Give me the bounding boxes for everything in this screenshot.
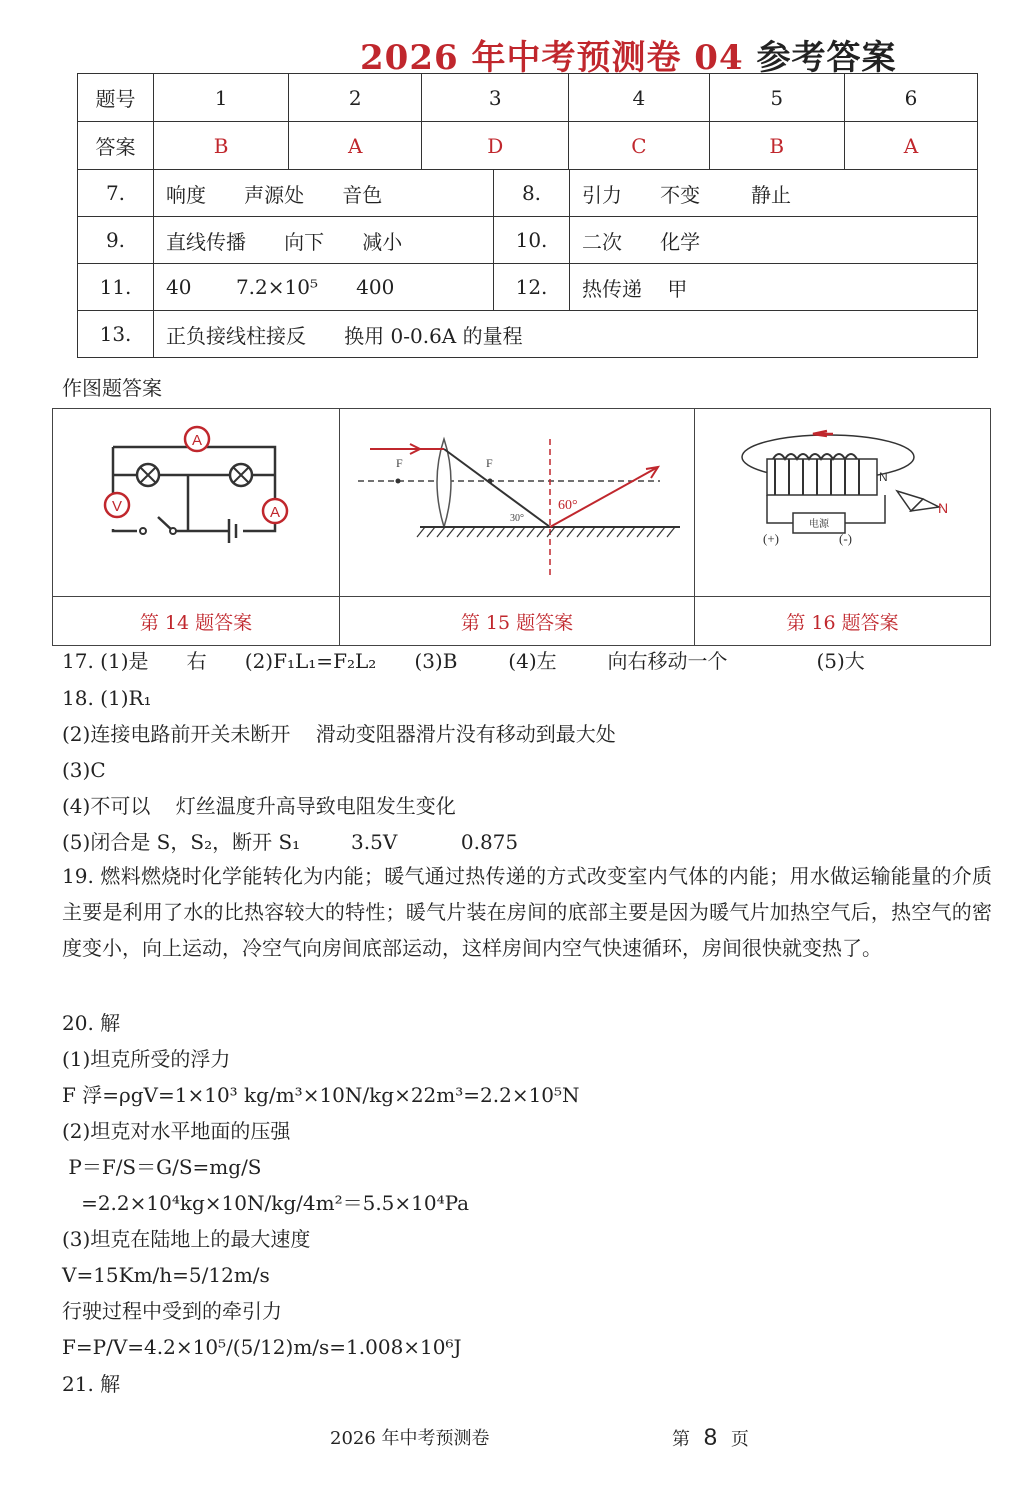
svg-text:(+): (+) — [763, 531, 779, 546]
lamp-icon — [137, 464, 159, 486]
multiple-choice-table — [77, 73, 978, 170]
lamp-icon — [230, 464, 252, 486]
figure-caption: 第 16 题答案 — [695, 597, 991, 646]
answer-17: 17. (1)是 右 (2)F₁L₁=F₂L₂ (3)B (4)左 向右移动一个 (5)大 — [62, 649, 865, 673]
mc-number: 6 — [844, 74, 977, 122]
mc-number: 1 — [154, 74, 289, 122]
drawing-section-label: 作图题答案 — [62, 376, 162, 400]
electromagnet-diagram-cell — [695, 409, 991, 597]
circuit-diagram-cell — [53, 409, 340, 597]
svg-text:N: N — [879, 470, 888, 484]
mc-number-row — [78, 74, 978, 122]
answer-text: 热传递 甲 — [570, 264, 978, 311]
mc-answer-label: 答案 — [78, 122, 154, 170]
mc-answer: C — [569, 122, 709, 170]
compass-needle-icon — [897, 491, 939, 511]
answer-20-line: P＝F/S＝G/S=mg/S — [62, 1155, 262, 1179]
mc-answer: A — [289, 122, 422, 170]
fill-row — [78, 311, 978, 358]
answer-text: 二次 化学 — [570, 217, 978, 264]
page-prefix: 第 — [672, 1429, 690, 1450]
mc-answer: B — [154, 122, 289, 170]
optics-diagram — [340, 409, 694, 591]
mc-number: 5 — [709, 74, 844, 122]
svg-text:60°: 60° — [558, 498, 578, 513]
answer-18-line: 18. (1)R₁ — [62, 686, 152, 710]
optics-diagram-cell — [340, 409, 695, 597]
mc-answer: A — [844, 122, 977, 170]
title-main: 2026 年中考预测卷 04 — [360, 38, 757, 78]
answer-text: 直线传播 向下 减小 — [154, 217, 494, 264]
ammeter-icon — [263, 499, 287, 523]
svg-text:A: A — [269, 504, 281, 521]
circuit-diagram — [53, 409, 339, 591]
answer-20-line: F=P/V=4.2×10⁵/(5/12)m/s=1.008×10⁶J — [62, 1335, 462, 1359]
ammeter-icon — [185, 427, 209, 451]
svg-text:N: N — [938, 500, 949, 516]
fill-row — [78, 170, 978, 217]
drawing-answers-table — [52, 408, 991, 646]
figure-caption: 第 15 题答案 — [340, 597, 695, 646]
question-number: 13. — [78, 311, 154, 358]
mc-header-label: 题号 — [78, 74, 154, 122]
fill-blank-table — [77, 169, 978, 358]
answer-20-line: V=15Km/h=5/12m/s — [62, 1263, 270, 1287]
answer-20-line: =2.2×10⁴kg×10N/kg/4m²＝5.5×10⁴Pa — [62, 1191, 470, 1215]
mc-answer: D — [422, 122, 569, 170]
fill-row — [78, 217, 978, 264]
svg-text:F: F — [486, 456, 493, 470]
question-number: 8. — [494, 170, 570, 217]
answer-18-line: (2)连接电路前开关未断开 滑动变阻器滑片没有移动到最大处 — [62, 722, 616, 746]
answer-text: 正负接线柱接反 换用 0-0.6A 的量程 — [154, 311, 978, 358]
voltmeter-icon — [105, 493, 129, 517]
page-num: 8 — [703, 1424, 718, 1451]
question-number: 12. — [494, 264, 570, 311]
svg-text:30°: 30° — [510, 513, 524, 524]
svg-text:A: A — [191, 432, 203, 449]
mc-number: 4 — [569, 74, 709, 122]
page-title — [360, 30, 896, 79]
mc-number: 2 — [289, 74, 422, 122]
mc-answer: B — [709, 122, 844, 170]
answer-18-line: (3)C — [62, 758, 106, 782]
answer-20-line: 行驶过程中受到的牵引力 — [62, 1299, 282, 1323]
question-number: 11. — [78, 264, 154, 311]
footer-title: 2026 年中考预测卷 — [330, 1428, 490, 1449]
electromagnet-diagram — [695, 409, 990, 591]
answer-20-line: 20. 解 — [62, 1011, 121, 1035]
svg-text:电源: 电源 — [809, 519, 829, 530]
svg-text:F: F — [396, 456, 403, 470]
answer-20-line: (1)坦克所受的浮力 — [62, 1047, 231, 1071]
figure-caption: 第 14 题答案 — [53, 597, 340, 646]
fill-row — [78, 264, 978, 311]
question-number: 7. — [78, 170, 154, 217]
caption-row — [53, 597, 991, 646]
question-number: 10. — [494, 217, 570, 264]
answer-18-line: (4)不可以 灯丝温度升高导致电阻发生变化 — [62, 794, 456, 818]
title-tail: 参考答案 — [756, 38, 897, 78]
drawing-row — [53, 409, 991, 597]
mc-number: 3 — [422, 74, 569, 122]
answer-20-line: F 浮=ρgV=1×10³ kg/m³×10N/kg×22m³=2.2×10⁵N — [62, 1083, 580, 1107]
page-number — [672, 1424, 749, 1452]
svg-text:(-): (-) — [839, 531, 852, 546]
mc-answer-row — [78, 122, 978, 170]
answer-20-line: (2)坦克对水平地面的压强 — [62, 1119, 291, 1143]
svg-text:V: V — [111, 498, 123, 515]
answer-text: 引力 不变 静止 — [570, 170, 978, 217]
answer-19: 19. 燃料燃烧时化学能转化为内能；暖气通过热传递的方式改变室内气体的内能；用水做运输能量的介质主要是利用了水的比热容较大的特性；暖气片装在房间的底部主要是因为暖气片加热空气后，热空气的密度变小，向上运动，冷空气向房间底部运动，这样房间内空气快速循环，房间很快就变热了。 — [62, 864, 992, 960]
answer-18-line: (5)闭合是 S，S₂，断开 S₁ 3.5V 0.875 — [62, 830, 519, 854]
answer-text: 40 7.2×10⁵ 400 — [154, 264, 494, 311]
answer-21: 21. 解 — [62, 1372, 121, 1396]
answer-text: 响度 声源处 音色 — [154, 170, 494, 217]
answer-20-line: (3)坦克在陆地上的最大速度 — [62, 1227, 311, 1251]
page-suffix: 页 — [730, 1429, 749, 1450]
question-number: 9. — [78, 217, 154, 264]
